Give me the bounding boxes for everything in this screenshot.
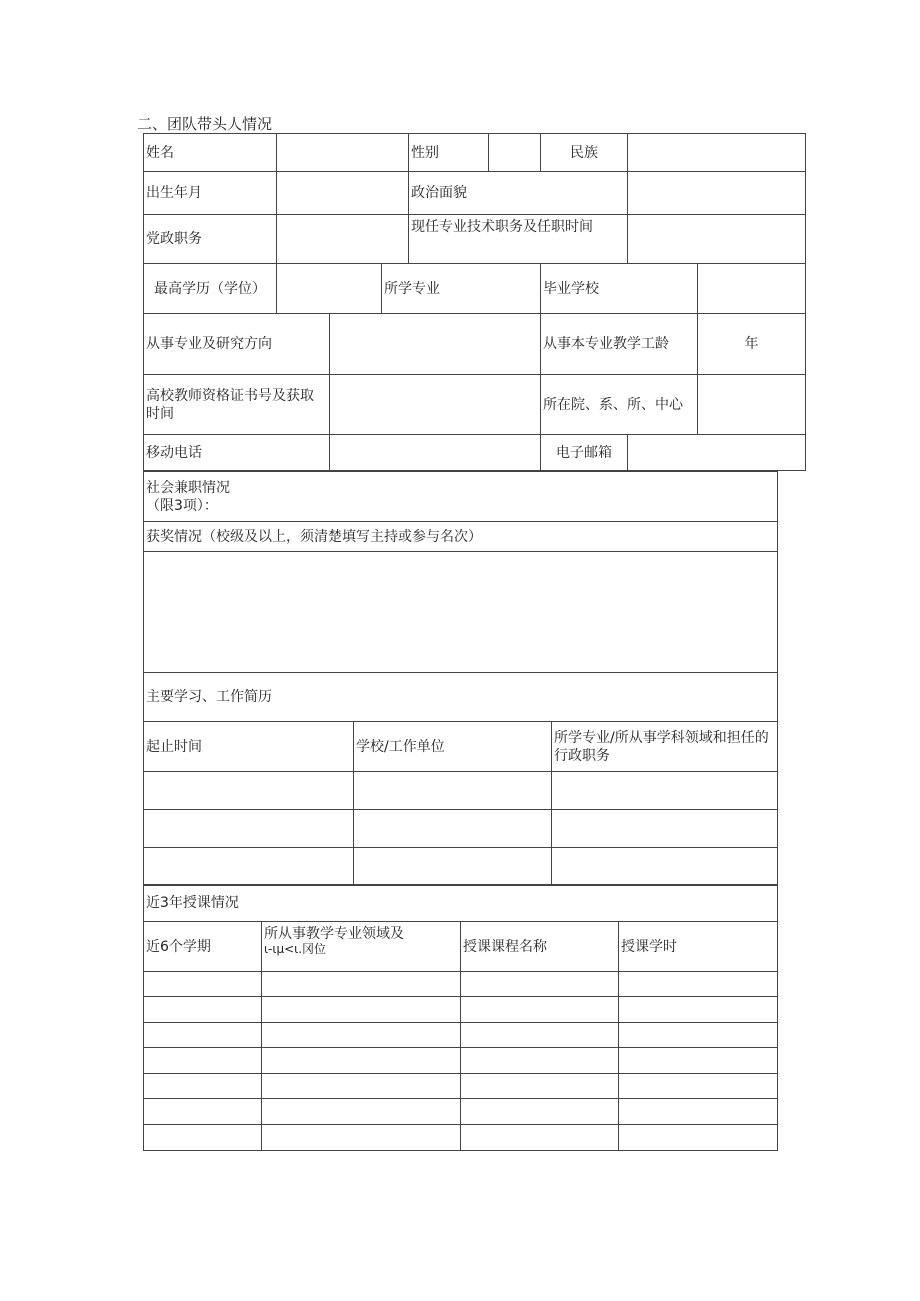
semester-cell[interactable]	[144, 997, 262, 1023]
label-birth: 出生年月	[144, 172, 277, 215]
col-semester: 近6个学期	[144, 922, 262, 972]
label-party-post: 党政职务	[144, 215, 277, 264]
hours-cell[interactable]	[619, 1074, 778, 1099]
course-cell[interactable]	[461, 997, 619, 1023]
resume-period-cell[interactable]	[144, 848, 354, 886]
course-cell[interactable]	[461, 1023, 619, 1048]
resume-field-cell[interactable]	[552, 772, 778, 810]
resume-period-cell[interactable]	[144, 772, 354, 810]
col-teaching-field-line1: 所从事教学专业领域及	[264, 926, 404, 942]
teacher-cert-field[interactable]	[330, 375, 541, 435]
course-cell[interactable]	[461, 1048, 619, 1074]
teaching-field-cell[interactable]	[262, 1048, 461, 1074]
resume-table	[143, 471, 778, 886]
education-field[interactable]	[277, 264, 382, 314]
course-cell[interactable]	[461, 972, 619, 997]
teaching-field-cell[interactable]	[262, 1099, 461, 1125]
col-period: 起止时间	[144, 722, 354, 772]
col-course: 授课课程名称	[461, 922, 619, 972]
teaching-field-cell[interactable]	[262, 972, 461, 997]
label-education: 最高学历（学位）	[144, 264, 277, 314]
teaching-field-cell[interactable]	[262, 997, 461, 1023]
teaching-field-cell[interactable]	[262, 1125, 461, 1151]
semester-cell[interactable]	[144, 972, 262, 997]
label-email: 电子邮箱	[541, 435, 628, 471]
teaching-field-cell[interactable]	[262, 1074, 461, 1099]
label-resume: 主要学习、工作简历	[144, 673, 778, 722]
col-hours: 授课学时	[619, 922, 778, 972]
label-political: 政治面貌	[409, 172, 628, 215]
mobile-field[interactable]	[330, 435, 541, 471]
label-social-part-time: 社会兼职情况	[146, 479, 230, 496]
awards-field[interactable]	[144, 552, 778, 673]
birth-field[interactable]	[277, 172, 409, 215]
semester-cell[interactable]	[144, 1023, 262, 1048]
teaching-years-unit: 年	[698, 314, 806, 375]
semester-cell[interactable]	[144, 1048, 262, 1074]
current-title-field[interactable]	[628, 215, 806, 264]
course-cell[interactable]	[461, 1099, 619, 1125]
gender-field[interactable]	[489, 134, 541, 172]
department-field[interactable]	[698, 375, 806, 435]
hours-cell[interactable]	[619, 1125, 778, 1151]
label-major: 所学专业	[382, 264, 541, 314]
semester-cell[interactable]	[144, 1074, 262, 1099]
hours-cell[interactable]	[619, 997, 778, 1023]
label-research-direction: 从事专业及研究方向	[144, 314, 330, 375]
label-teaching-years: 从事本专业教学工龄	[541, 314, 698, 375]
label-mobile: 移动电话	[144, 435, 330, 471]
label-current-title: 现任专业技术职务及任职时间	[409, 215, 628, 264]
resume-school-cell[interactable]	[354, 772, 552, 810]
hours-cell[interactable]	[619, 972, 778, 997]
course-cell[interactable]	[461, 1074, 619, 1099]
resume-school-cell[interactable]	[354, 810, 552, 848]
semester-cell[interactable]	[144, 1125, 262, 1151]
label-teacher-cert: 高校教师资格证书号及获取时间	[144, 375, 330, 435]
teaching-table	[143, 884, 778, 1151]
resume-period-cell[interactable]	[144, 810, 354, 848]
hours-cell[interactable]	[619, 1099, 778, 1125]
semester-cell[interactable]	[144, 1099, 262, 1125]
label-graduated-school: 毕业学校	[541, 264, 698, 314]
col-school: 学校/工作单位	[354, 722, 552, 772]
col-teaching-field	[262, 922, 461, 972]
section-title: 二、团队带头人情况	[137, 115, 273, 133]
resume-school-cell[interactable]	[354, 848, 552, 886]
name-field[interactable]	[277, 134, 409, 172]
research-direction-field[interactable]	[330, 314, 541, 375]
basic-info-table	[143, 133, 806, 471]
label-ethnicity: 民族	[541, 134, 628, 172]
course-cell[interactable]	[461, 1125, 619, 1151]
email-field[interactable]	[628, 435, 806, 471]
teaching-field-cell[interactable]	[262, 1023, 461, 1048]
label-social-limit: （限3项）：	[146, 497, 218, 514]
political-field[interactable]	[628, 172, 806, 215]
label-name: 姓名	[144, 134, 277, 172]
label-gender: 性别	[409, 134, 489, 172]
graduated-school-field[interactable]	[698, 264, 806, 314]
col-teaching-field-line2: ι-ιμ<ι.冈位	[264, 942, 327, 956]
label-awards: 获奖情况（校级及以上，须清楚填写主持或参与名次）	[144, 522, 778, 552]
social-part-time-cell[interactable]	[144, 472, 778, 522]
label-teaching: 近3年授课情况	[144, 885, 778, 922]
col-field: 所学专业/所从事学科领域和担任的行政职务	[552, 722, 778, 772]
hours-cell[interactable]	[619, 1023, 778, 1048]
resume-field-cell[interactable]	[552, 848, 778, 886]
hours-cell[interactable]	[619, 1048, 778, 1074]
label-department: 所在院、系、所、中心	[541, 375, 698, 435]
party-post-field[interactable]	[277, 215, 409, 264]
resume-field-cell[interactable]	[552, 810, 778, 848]
ethnicity-field[interactable]	[628, 134, 806, 172]
